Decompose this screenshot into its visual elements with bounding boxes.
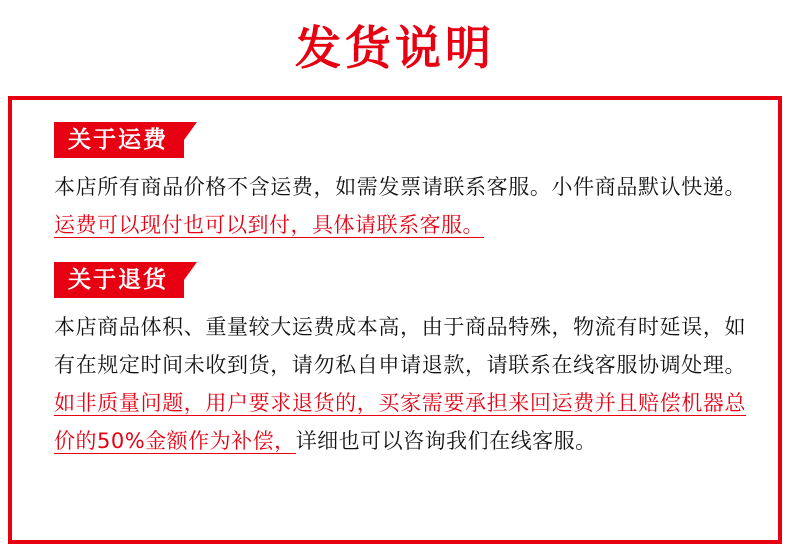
notice-frame xyxy=(8,96,782,544)
section-text-shipping-fee xyxy=(36,168,754,244)
section-returns xyxy=(36,262,754,460)
section-banner-returns: 关于退货 xyxy=(54,262,184,298)
returns-text-plain-2: 详细也可以咨询我们在线客服。 xyxy=(295,429,597,453)
returns-text-highlight-1: 如非质量问题，用户要求退货的，买家需要承担来回运费并且赔偿机器总价的50%金额作为补偿， xyxy=(54,391,746,453)
shipping-text-highlight-1: 运费可以现付也可以到付，具体请联系客服。 xyxy=(54,213,484,237)
shipping-text-plain-1: 本店所有商品价格不含运费，如需发票请联系客服。小件商品默认快递。 xyxy=(54,175,746,199)
section-text-returns xyxy=(36,308,754,460)
section-shipping-fee xyxy=(36,122,754,244)
returns-text-plain-1: 本店商品体积、重量较大运费成本高，由于商品特殊，物流有时延误，如有在规定时间未收到货，请勿私自申请退款，请联系在线客服协调处理。 xyxy=(54,315,746,377)
page-title: 发货说明 xyxy=(295,21,495,75)
section-banner-shipping-fee: 关于运费 xyxy=(54,122,184,158)
